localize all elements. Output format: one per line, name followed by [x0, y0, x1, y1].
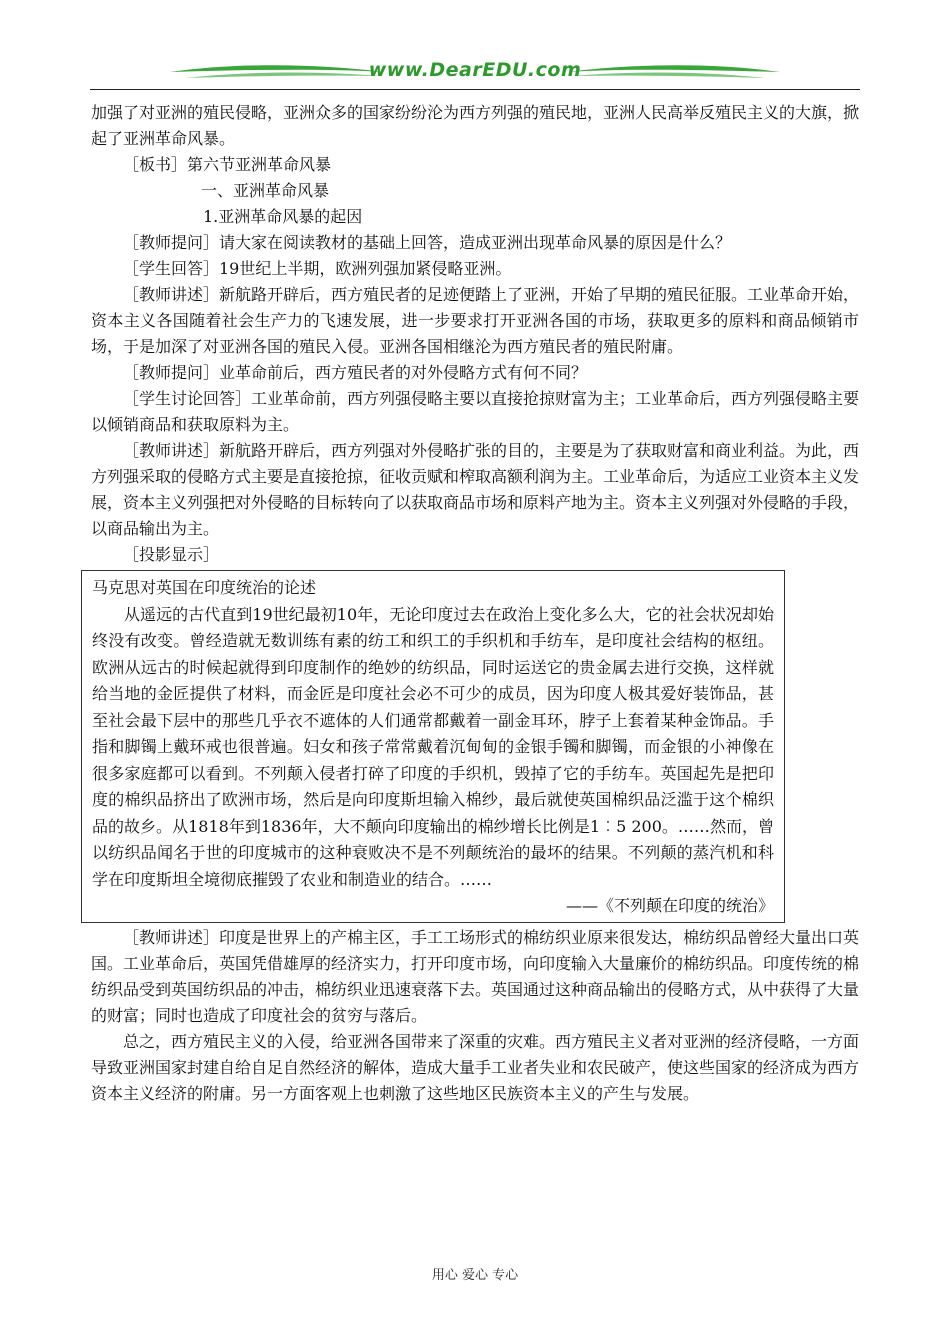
- teacher-lecture-2: ［教师讲述］新航路开辟后，西方列强对外侵略扩张的目的，主要是为了获取财富和商业利益。为此，西方列强采取的侵略方式主要是直接抢掠，征收贡赋和榨取高额利润为主。工业革命后，为适应工业资本主义发展，资本主义列强把对外侵略的目标转向了以获取商品市场和原料产地为主。资本主义列强对外侵略的手段，以商品输出为主。: [91, 441, 860, 538]
- teacher-question-2: ［教师提问］业革命前后，西方殖民者的对外侵略方式有何不同？: [123, 363, 588, 382]
- page-footer: 用心 爱心 专心: [431, 1268, 519, 1283]
- header-divider: [90, 89, 860, 90]
- board-heading: ［板书］第六节亚洲革命风暴: [123, 155, 332, 174]
- paragraph-intro: 加强了对亚洲的殖民侵略，亚洲众多的国家纷纷沦为西方列强的殖民地，亚洲人民高举反殖民主义的大旗，掀起了亚洲革命风暴。: [91, 103, 860, 148]
- site-logo-text: www.DearEDU.com: [368, 59, 582, 81]
- summary-paragraph: 总之，西方殖民主义的入侵，给亚洲各国带来了深重的灾难。西方殖民主义者对亚洲的经济侵略，一方面导致亚洲国家封建自给自足自然经济的解体，造成大量手工业者失业和农民破产，使这些国家的经济成为西方资本主义经济的附庸。另一方面客观上也刺激了这些地区民族资本主义的产生与发展。: [91, 1031, 860, 1103]
- quote-box: [81, 570, 785, 923]
- teacher-question-1: ［教师提问］请大家在阅读教材的基础上回答，造成亚洲出现革命风暴的原因是什么？: [123, 233, 732, 252]
- subsection-heading: 1.亚洲革命风暴的起因: [203, 207, 363, 226]
- student-answer-1: ［学生回答］19世纪上半期，欧洲列强加紧侵略亚洲。: [123, 259, 512, 278]
- student-discussion-answer: ［学生讨论回答］工业革命前，西方列强侵略主要以直接抢掠财富为主；工业革命后，西方列强侵略主要以倾销商品和获取原料为主。: [91, 389, 860, 434]
- teacher-lecture-3: ［教师讲述］印度是世界上的产棉主区，手工工场形式的棉纺织业原来很发达，棉纺织品曾经大量出口英国。工业革命后，英国凭借雄厚的经济实力，打开印度市场，向印度输入大量廉价的棉纺织品。印度传统的棉纺织品受到英国纺织品的冲击，棉纺织业迅速衰落下去。英国通过这种商品输出的侵略方式，从中获得了大量的财富；同时也造成了印度社会的贫穷与落后。: [91, 927, 860, 1025]
- projection-label: ［投影显示］: [123, 545, 220, 564]
- document-body: [91, 100, 859, 1107]
- teacher-lecture-1: ［教师讲述］新航路开辟后，西方殖民者的足迹便踏上了亚洲，开始了早期的殖民征服。工业革命开始，资本主义各国随着社会生产力的飞速发展，进一步要求打开亚洲各国的市场，获取更多的原料和商品倾销市场，于是加深了对亚洲各国的殖民入侵。亚洲各国相继沦为西方殖民者的殖民附庸。: [91, 285, 860, 356]
- page-header: [90, 58, 860, 88]
- quote-body: 从遥远的古代直到19世纪最初10年，无论印度过去在政治上变化多么大，它的社会状况却始终没有改变。曾经造就无数训练有素的纺工和织工的手织机和手纺车，是印度社会结构的枢纽。欧洲从远古的时候起就得到印度制作的绝妙的纺织品，同时运送它的贵金属去进行交换，这样就给当地的金匠提供了材料，而金匠是印度社会必不可少的成员，因为印度人极其爱好装饰品，甚至社会最下层中的那些几乎衣不遮体的人们通常都戴着一副金耳环，脖子上套着某种金饰品。手指和脚镯上戴环戒也很普遍。妇女和孩子常常戴着沉甸甸的金银手镯和脚镯，而金银的小神像在很多家庭都可以看到。不列颠入侵者打碎了印度的手织机，毁掉了它的手纺车。英国起先是把印度的棉织品挤出了欧洲市场，然后是向印度斯坦输入棉纱，最后就使英国棉织品泛滥于这个棉织品的故乡。从1818年到1836年，大不颠向印度输出的棉纱增长比例是1︰5 200。……然而，曾以纺织品闻名于世的印度城市的这种衰败决不是不列颠统治的最坏的结果。不列颠的蒸汽机和科学在印度斯坦全境彻底摧毁了农业和制造业的结合。……: [92, 604, 774, 889]
- section-heading: 一、亚洲革命风暴: [201, 181, 330, 200]
- quote-source: ——《不列颠在印度的统治》: [565, 896, 774, 915]
- quote-title: 马克思对英国在印度统治的论述: [92, 578, 317, 597]
